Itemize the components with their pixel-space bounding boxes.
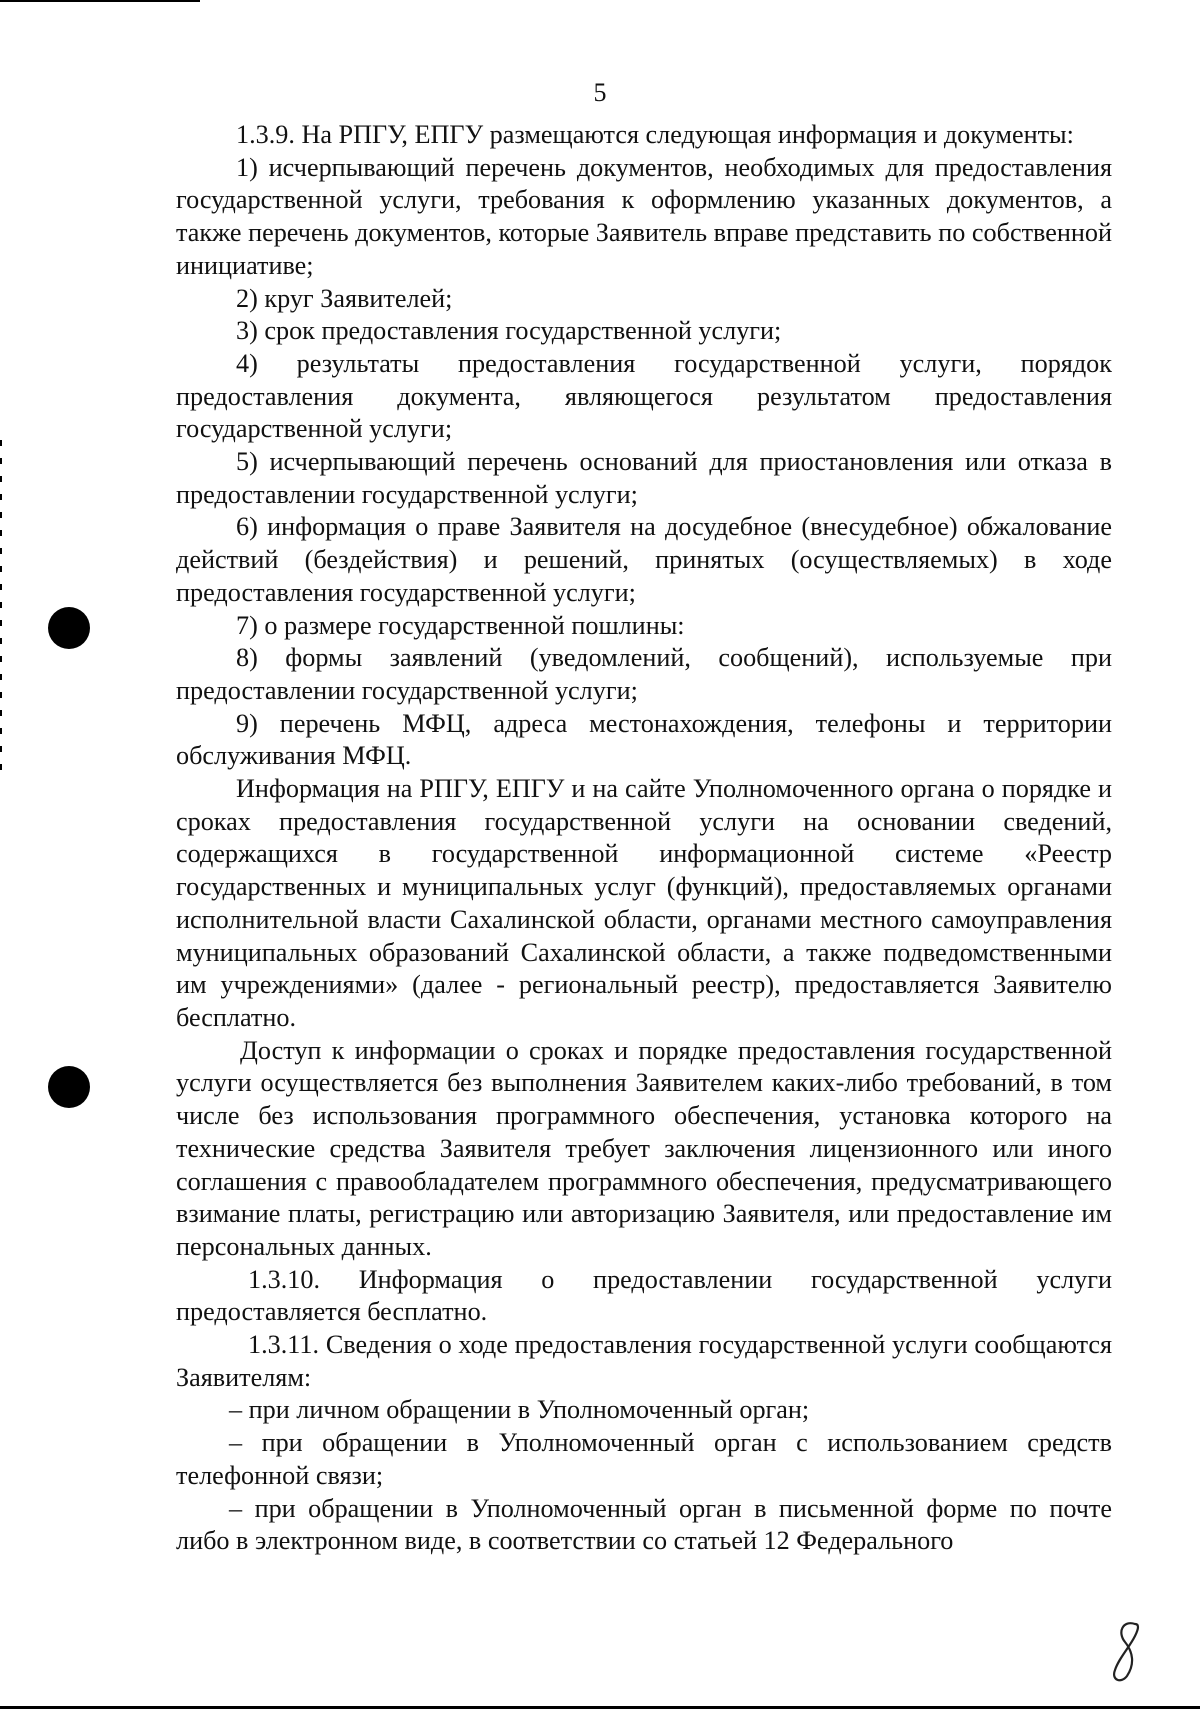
paragraph-access: Доступ к информации о сроках и порядке предоставления государственной услуги осуществляется без выполнения Заявителем каких-либо требований, в том числе без использования программного обеспечения, установка которого на технические средства Заявителя требует заключения лицензионного или иного соглашения с правообладателем программного обеспечения, предусматривающего взимание платы, регистрацию или авторизацию Заявителя, или предоставление им персональных данных. [176, 1035, 1112, 1261]
list-item-1: 1) исчерпывающий перечень документов, необходимых для предоставления государственной услуги, требования к оформлению указанных документов, а также перечень документов, которые Заявитель вправе представить по собственной инициативе; [176, 152, 1112, 280]
paragraph-1-3-9: 1.3.9. На РПГУ, ЕПГУ размещаются следующая информация и документы: [236, 120, 1074, 149]
paragraph-1-3-11: 1.3.11. Сведения о ходе предоставления государственной услуги сообщаются Заявителям: [176, 1330, 1112, 1392]
scan-left-edge-marks [0, 440, 2, 780]
list-item-5: 5) исчерпывающий перечень оснований для приостановления или отказа в предоставлении государственной услуги; [176, 447, 1112, 509]
list-item-9: 9) перечень МФЦ, адреса местонахождения, телефоны и территории обслуживания МФЦ. [176, 708, 1112, 771]
list-item-2: 2) круг Заявителей; [236, 283, 453, 313]
scan-bottom-edge [0, 1706, 1200, 1709]
list-item-8: 8) формы заявлений (уведомлений, сообщений), используемые при предоставлении государственной услуги; [176, 643, 1112, 705]
body-text [176, 119, 1112, 1558]
paragraph-info-portals: Информация на РПГУ, ЕПГУ и на сайте Уполномоченного органа о порядке и сроках предоставления государственной услуги на основании сведений, содержащихся в государственной информационной системе «Реестр государственных и муниципальных услуг (функций), предоставляемых органами исполнительной власти Сахалинской области, органами местного самоуправления муниципальных образований Сахалинской области, а также подведомственными им учреждениями» (далее - региональный реестр), предоставляется Заявителю бесплатно. [176, 774, 1112, 1032]
punch-hole [48, 1066, 90, 1108]
paragraph-1-3-10: 1.3.10. Информация о предоставлении государственной услуги предоставляется бесплатно. [176, 1264, 1112, 1327]
dash-item-2: – при обращении в Уполномоченный орган с использованием средств телефонной связи; [176, 1428, 1112, 1490]
dash-item-1: – при личном обращении в Уполномоченный орган; [229, 1395, 810, 1425]
list-item-7: 7) о размере государственной пошлины: [236, 610, 685, 640]
scan-top-edge [0, 0, 200, 2]
list-item-6: 6) информация о праве Заявителя на досудебное (внесудебное) обжалование действий (бездействия) и решений, принятых (осуществляемых) в ходе предоставления государственной услуги; [176, 512, 1112, 607]
punch-hole [48, 607, 90, 649]
page-number: 5 [593, 78, 607, 107]
list-item-3: 3) срок предоставления государственной услуги; [236, 316, 782, 346]
handwritten-page-mark [1105, 1618, 1145, 1688]
dash-item-3: – при обращении в Уполномоченный орган в письменной форме по почте либо в электронном виде, в соответствии со статьей 12 Федерального [176, 1493, 1112, 1556]
list-item-4: 4) результаты предоставления государственной услуги, порядок предоставления документа, являющегося результатом предоставления государственной услуги; [176, 348, 1112, 444]
